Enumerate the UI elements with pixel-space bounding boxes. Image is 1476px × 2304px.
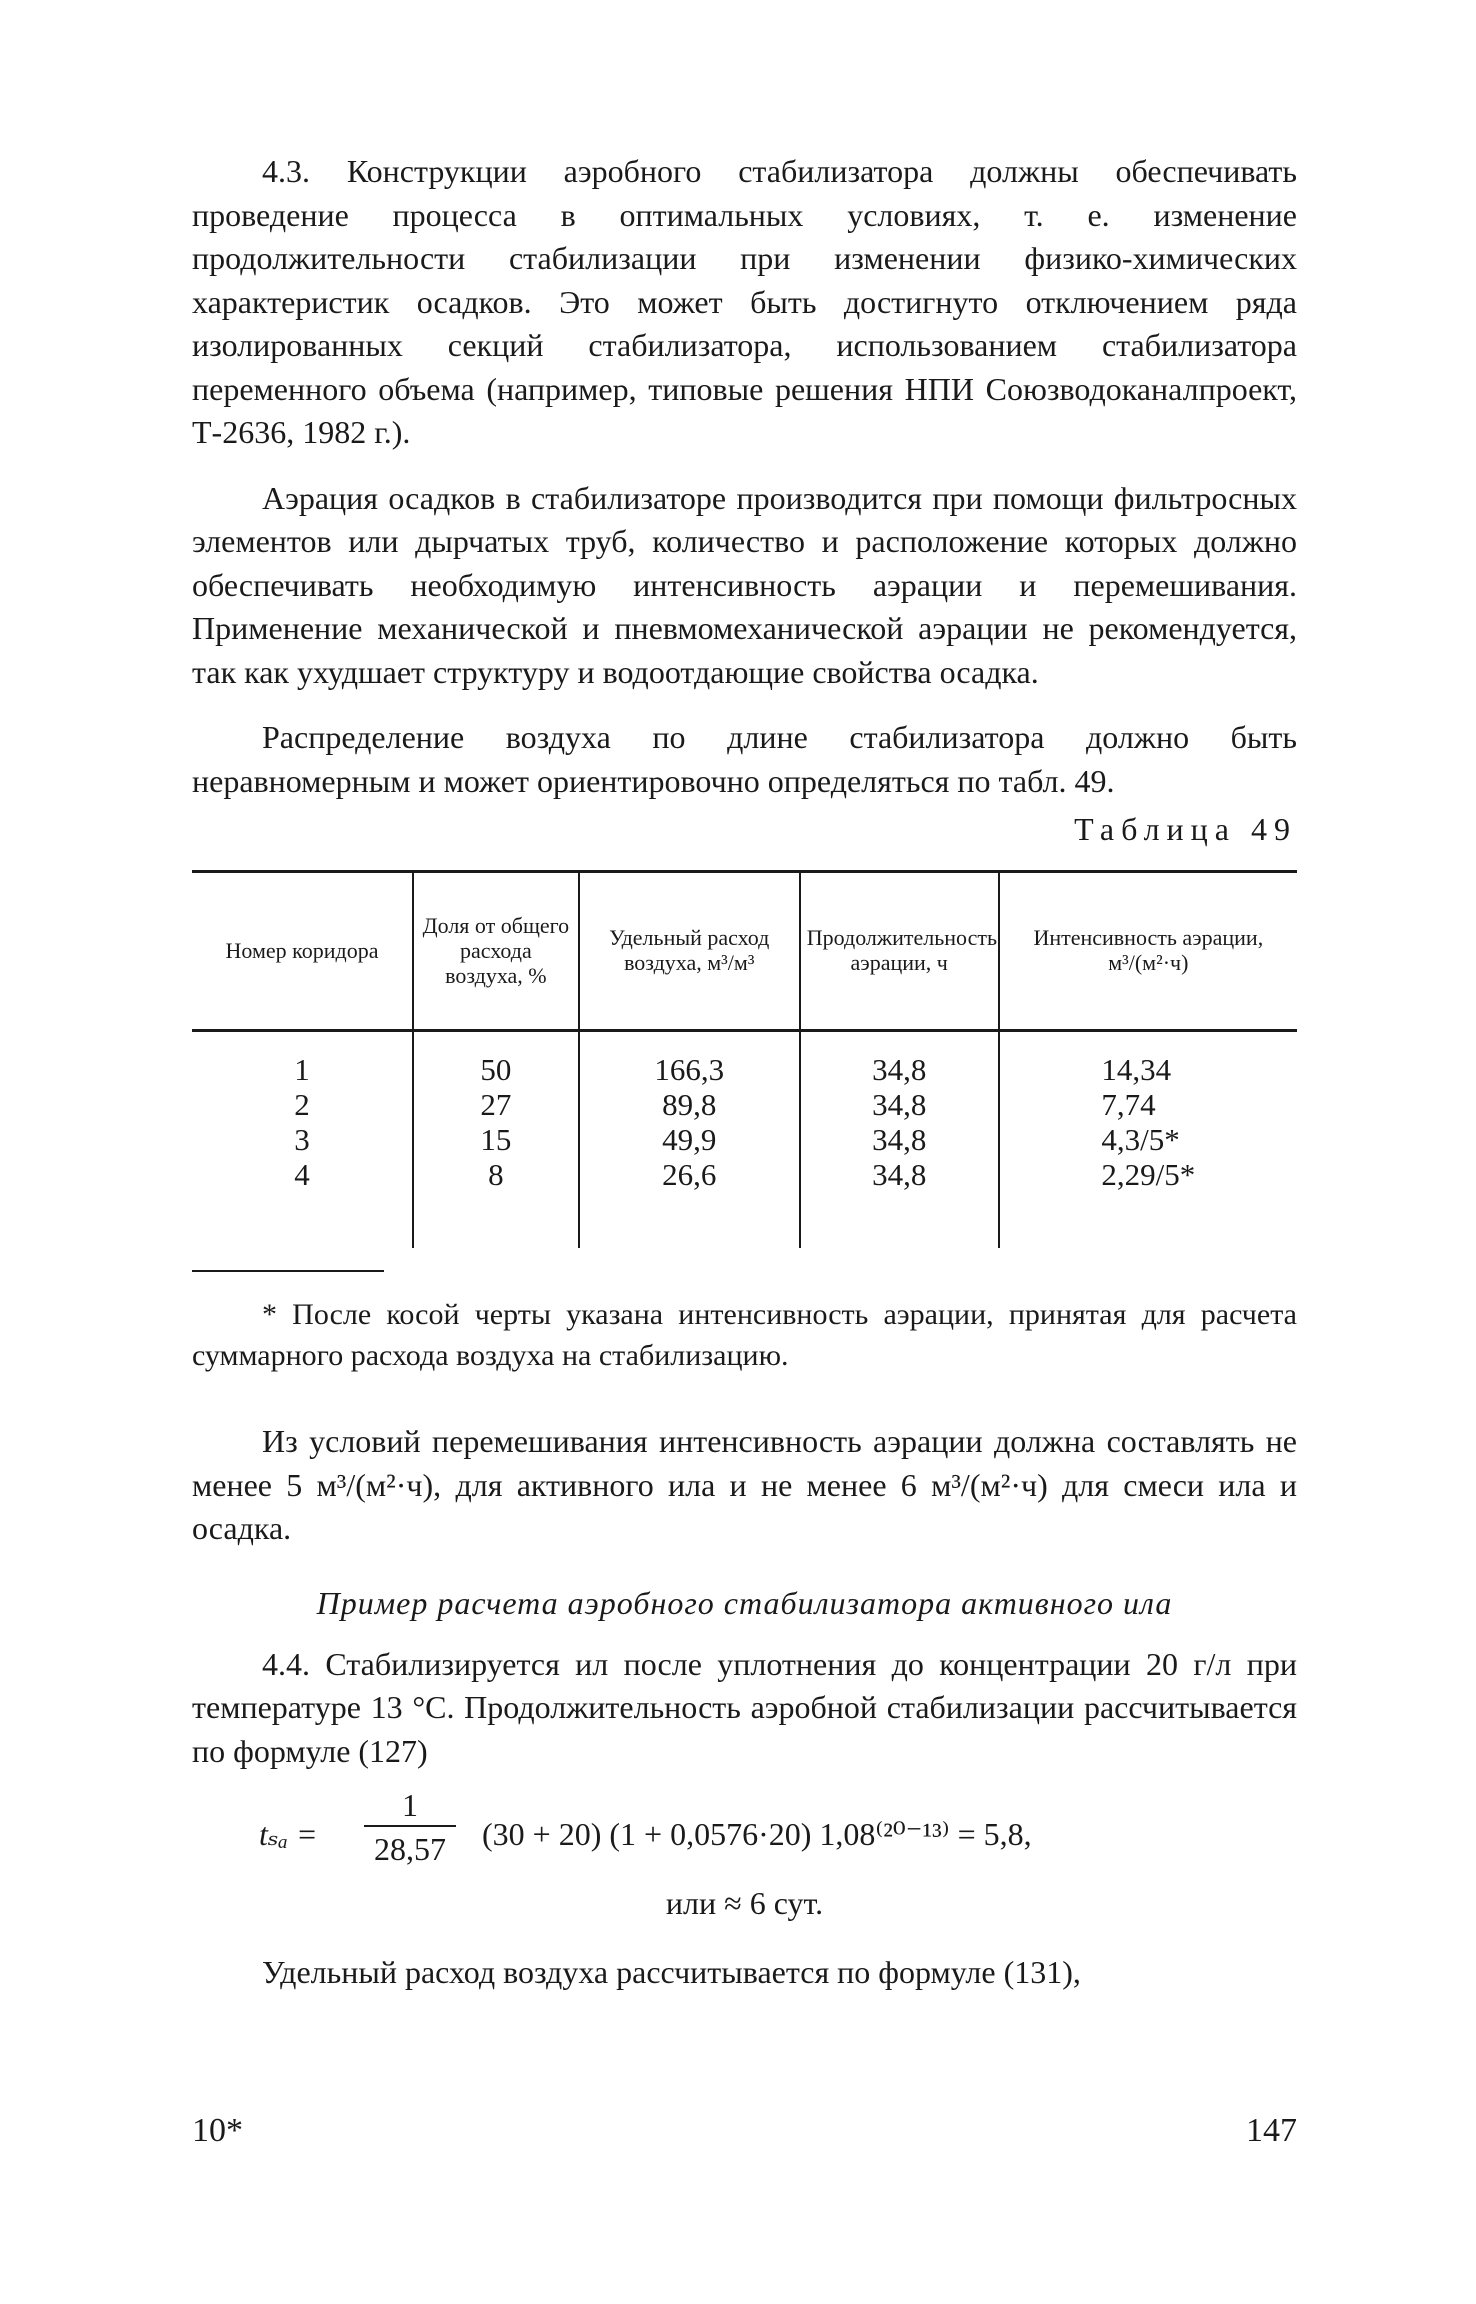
formula-numerator: 1: [364, 1785, 456, 1827]
paragraph-mixing: Из условий перемешивания интенсивность аэрации должна составлять не менее 5 м³/(м²·ч), для активного ила и не менее 6 м³/(м²·ч) для смеси ила и осадка.: [192, 1423, 1297, 1546]
formula-lhs: tₛₐ =: [259, 1816, 318, 1852]
paragraph-4-3: 4.3. Конструкции аэробного стабилизатора должны обеспечивать проведение процесса в оптимальных условиях, т. е. изменение продолжительности стабилизации при изменении физико-химических характеристик осадков. Это может быть достигнуто отключением ряда изолированных секций стабилизатора, использованием стабилизатора переменного объема (например, типовые решения НПИ Союзводоканалпроект, Т-2636, 1982 г.).: [192, 153, 1297, 450]
footnote-divider: [192, 1270, 384, 1272]
paragraph-aeration: Аэрация осадков в стабилизаторе производится при помощи фильтросных элементов или дырчатых труб, количество и расположение которых должно обеспечивать необходимую интенсивность аэрации и перемешивания. Применение механической и пневмомеханической аэрации не рекомендуется, так как ухудшает структуру и водоотдающие свойства осадка.: [192, 479, 1297, 690]
paragraph-air-flow: Удельный расход воздуха рассчитывается по формуле (131),: [262, 1954, 1081, 1990]
signature-mark: 10*: [192, 2112, 243, 2149]
formula-rhs: (30 + 20) (1 + 0,0576·20) 1,08⁽²⁰⁻¹³⁾ = 5,8,: [482, 1816, 1032, 1852]
table-header-row: [192, 872, 1297, 1031]
cell-corridor: 1 2 3 4: [294, 1052, 310, 1192]
cell-share: 50 27 15 8: [480, 1052, 512, 1192]
footnote: * После косой черты указана интенсивность аэрации, принятая для расчета суммарного расхода воздуха на стабилизацию.: [192, 1298, 1297, 1372]
section-heading: Пример расчета аэробного стабилизатора активного ила: [316, 1584, 1173, 1621]
formula-denominator: 28,57: [374, 1831, 446, 1867]
page-content: [192, 150, 1297, 1995]
header-share: Доля от общего расхода воздуха, %: [413, 872, 579, 1031]
cell-specific-flow: 166,3 89,8 49,9 26,6: [654, 1052, 725, 1192]
table-49: [192, 870, 1297, 1248]
formula-127: [192, 1785, 1297, 1881]
paragraph-distribution: Распределение воздуха по длине стабилизатора должно быть неравномерным и может ориентировочно определяться по табл. 49.: [192, 719, 1297, 799]
formula-result: или ≈ 6 сут.: [665, 1885, 824, 1921]
page-number: 147: [1246, 2112, 1297, 2149]
header-specific-flow: Удельный расход воздуха, м³/м³: [579, 872, 800, 1031]
header-intensity: Интенсивность аэрации, м³/(м²·ч): [999, 872, 1297, 1031]
cell-duration: 34,8 34,8 34,8 34,8: [872, 1052, 927, 1192]
table-row: [192, 1031, 1297, 1249]
header-corridor: Номер коридора: [192, 872, 413, 1031]
table-caption: Таблица 49: [1074, 811, 1297, 847]
formula-fraction: [364, 1785, 456, 1871]
paragraph-4-4: 4.4. Стабилизируется ил после уплотнения до концентрации 20 г/л при температуре 13 °С. Продолжительность аэробной стабилизации рассчитывается по формуле (127): [192, 1645, 1297, 1769]
cell-intensity: 14,34 7,74 4,3/5* 2,29/5*: [1101, 1052, 1196, 1192]
header-duration: Продолжительность аэрации, ч: [800, 872, 999, 1031]
